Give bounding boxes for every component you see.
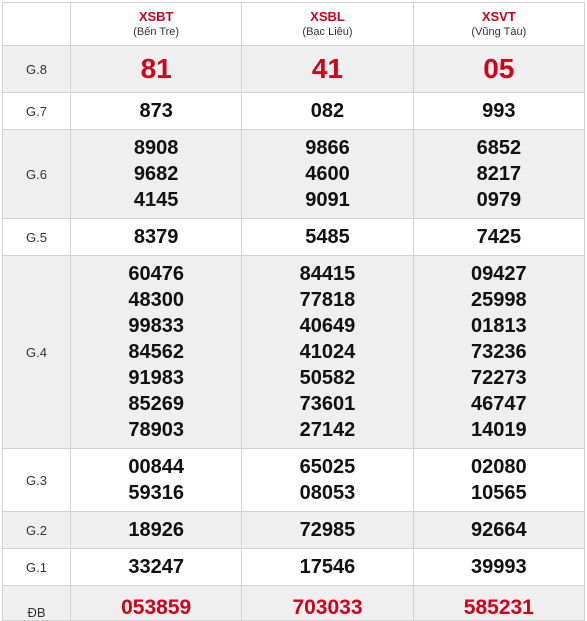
result-number: 72985 — [299, 519, 356, 541]
result-cell — [71, 256, 242, 449]
prize-label: G.2 — [3, 512, 71, 549]
result-number: 33247 — [128, 556, 184, 578]
result-cell — [242, 512, 413, 549]
prize-row-g1 — [3, 549, 585, 586]
province-header-3[interactable] — [413, 3, 584, 46]
prize-label: G.1 — [3, 549, 71, 586]
result-number: 4600 — [305, 163, 350, 185]
province-code[interactable]: XSBT — [138, 9, 174, 24]
province-code[interactable]: XSVT — [481, 9, 516, 24]
result-number: 59316 — [128, 482, 184, 504]
result-number: 99833 — [128, 315, 184, 337]
result-cell — [413, 46, 584, 93]
result-number: 08053 — [299, 482, 356, 504]
result-cell — [71, 130, 242, 219]
result-number: 082 — [310, 100, 345, 122]
result-number: 9682 — [133, 163, 179, 185]
result-cell — [242, 256, 413, 449]
result-number: 873 — [139, 100, 173, 122]
result-number: 92664 — [471, 519, 527, 541]
province-header-2[interactable] — [242, 3, 413, 46]
result-number: 41 — [311, 53, 344, 84]
result-number: 73236 — [471, 341, 527, 363]
result-number: 91983 — [128, 367, 184, 389]
result-number: 993 — [482, 100, 516, 122]
result-number: 05 — [483, 53, 515, 84]
result-number: 81 — [140, 53, 172, 84]
result-cell — [242, 219, 413, 256]
result-number: 4145 — [133, 189, 179, 211]
result-number: 84415 — [299, 263, 356, 285]
prize-row-g6 — [3, 130, 585, 219]
result-number: 48300 — [128, 289, 184, 311]
prize-label: G.7 — [3, 93, 71, 130]
result-cell — [71, 549, 242, 586]
prize-label: G.3 — [3, 449, 71, 512]
result-number: 5485 — [305, 226, 350, 248]
result-cell — [413, 586, 584, 621]
result-cell — [242, 549, 413, 586]
result-number: 77818 — [299, 289, 356, 311]
result-cell — [242, 130, 413, 219]
province-header-1[interactable] — [71, 3, 242, 46]
special-prize-number: 703033 — [292, 596, 363, 619]
result-cell — [71, 46, 242, 93]
result-number: 46747 — [471, 393, 527, 415]
result-number: 39993 — [471, 556, 527, 578]
result-number: 00844 — [128, 456, 184, 478]
result-cell — [71, 93, 242, 130]
prize-label: ĐB — [3, 586, 71, 621]
result-number: 40649 — [299, 315, 356, 337]
result-number: 8217 — [476, 163, 522, 185]
prize-row-g4 — [3, 256, 585, 449]
prize-row-g2 — [3, 512, 585, 549]
result-number: 78903 — [128, 419, 184, 441]
province-name: (Bến Tre) — [133, 26, 180, 38]
province-code[interactable]: XSBL — [310, 9, 345, 24]
prize-row-special — [3, 586, 585, 621]
result-number: 17546 — [299, 556, 356, 578]
result-number: 72273 — [471, 367, 527, 389]
prize-label: G.6 — [3, 130, 71, 219]
result-number: 6852 — [476, 137, 522, 159]
prize-label: G.5 — [3, 219, 71, 256]
result-number: 0979 — [476, 189, 522, 211]
prize-row-g8 — [3, 46, 585, 93]
result-number: 9091 — [305, 189, 350, 211]
result-number: 50582 — [299, 367, 356, 389]
result-number: 65025 — [299, 456, 356, 478]
result-cell — [71, 586, 242, 621]
result-number: 8908 — [133, 137, 179, 159]
result-cell — [71, 449, 242, 512]
result-cell — [413, 130, 584, 219]
result-cell — [71, 512, 242, 549]
special-prize-number: 585231 — [463, 596, 534, 619]
prize-row-g7 — [3, 93, 585, 130]
result-cell — [242, 46, 413, 93]
special-prize-number: 053859 — [121, 596, 192, 619]
province-name: (Bạc Liêu) — [302, 26, 353, 38]
lottery-results-table — [2, 2, 585, 621]
result-cell — [413, 449, 584, 512]
result-number: 18926 — [128, 519, 184, 541]
corner-cell — [3, 3, 71, 46]
result-number: 25998 — [471, 289, 527, 311]
result-cell — [242, 586, 413, 621]
header-row — [3, 3, 585, 46]
result-number: 7425 — [476, 226, 522, 248]
result-number: 60476 — [128, 263, 184, 285]
result-number: 02080 — [471, 456, 527, 478]
result-cell — [242, 93, 413, 130]
prize-label: G.8 — [3, 46, 71, 93]
result-cell — [413, 256, 584, 449]
result-cell — [71, 219, 242, 256]
result-number: 8379 — [133, 226, 179, 248]
result-number: 73601 — [299, 393, 356, 415]
result-number: 01813 — [471, 315, 527, 337]
result-number: 85269 — [128, 393, 184, 415]
prize-label: G.4 — [3, 256, 71, 449]
result-number: 10565 — [471, 482, 527, 504]
result-cell — [413, 93, 584, 130]
result-number: 41024 — [299, 341, 356, 363]
prize-row-g3 — [3, 449, 585, 512]
result-cell — [413, 549, 584, 586]
result-number: 84562 — [128, 341, 184, 363]
result-number: 9866 — [305, 137, 350, 159]
province-name: (Vũng Tàu) — [471, 26, 527, 38]
result-cell — [242, 449, 413, 512]
result-number: 14019 — [471, 419, 527, 441]
result-cell — [413, 219, 584, 256]
result-number: 27142 — [299, 419, 356, 441]
prize-row-g5 — [3, 219, 585, 256]
result-cell — [413, 512, 584, 549]
result-number: 09427 — [471, 263, 527, 285]
